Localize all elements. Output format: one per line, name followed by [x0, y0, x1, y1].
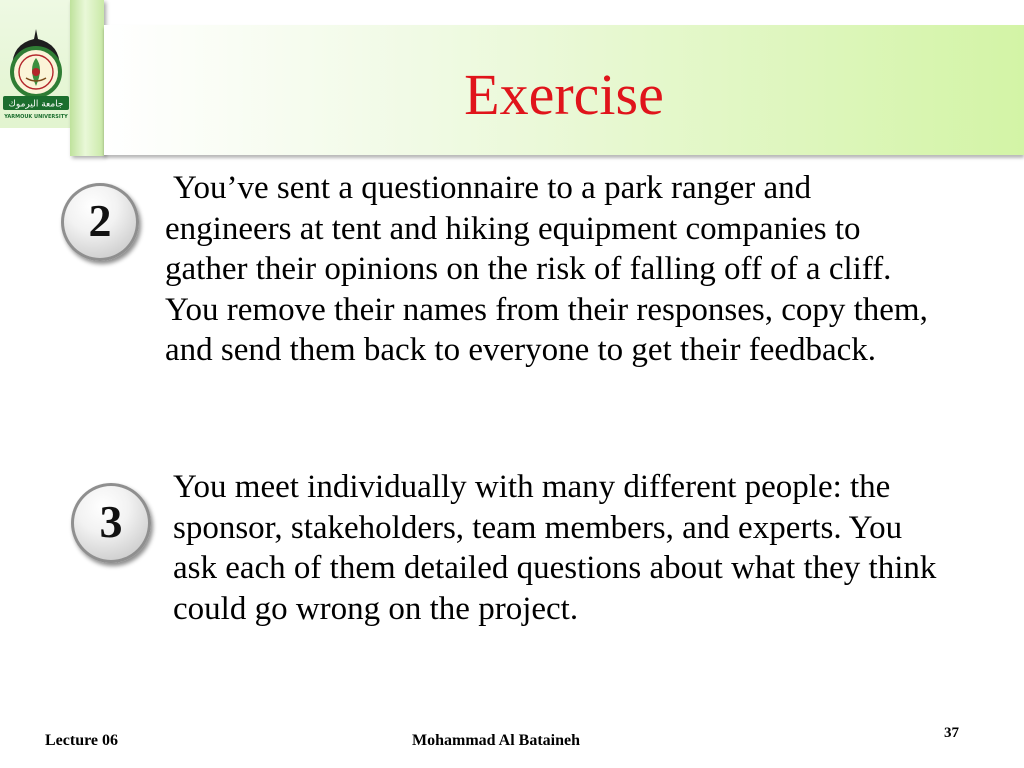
exercise-number: 2 — [88, 195, 112, 246]
footer-author: Mohammad Al Bataineh — [412, 732, 581, 749]
text-line: You’ve sent a questionnaire to a park ranger and — [173, 170, 812, 206]
exercise-number-badge — [61, 183, 139, 261]
text-line: and send them back to everyone to get their feedback. — [165, 332, 877, 368]
exercise-number: 3 — [99, 496, 123, 547]
slide-title: Exercise — [464, 62, 664, 127]
footer-lecture: Lecture 06 — [45, 732, 119, 749]
text-line: engineers at tent and hiking equipment companies to — [165, 210, 861, 247]
logo-center-dot — [32, 68, 40, 76]
logo-name-english: YARMOUK UNIVERSITY — [4, 114, 68, 120]
logo-name-arabic: جامعة اليرموك — [8, 99, 64, 110]
text-line: You meet individually with many different people: the — [173, 469, 891, 505]
text-line: You remove their names from their responses, copy them, — [165, 291, 928, 328]
page-number: 37 — [944, 725, 959, 741]
university-logo — [0, 28, 72, 128]
exercise-number-badge — [71, 483, 151, 563]
exercise-2-text — [165, 168, 928, 371]
text-line: gather their opinions on the risk of falling off of a cliff. — [165, 251, 892, 287]
header-side-edge — [70, 0, 104, 156]
text-line: could go wrong on the project. — [173, 590, 579, 627]
text-line: ask each of them detailed questions about what they think — [173, 550, 937, 586]
logo-emblem-icon — [0, 28, 72, 128]
exercise-3-text — [173, 467, 936, 629]
text-line: sponsor, stakeholders, team members, and experts. You — [173, 509, 903, 546]
